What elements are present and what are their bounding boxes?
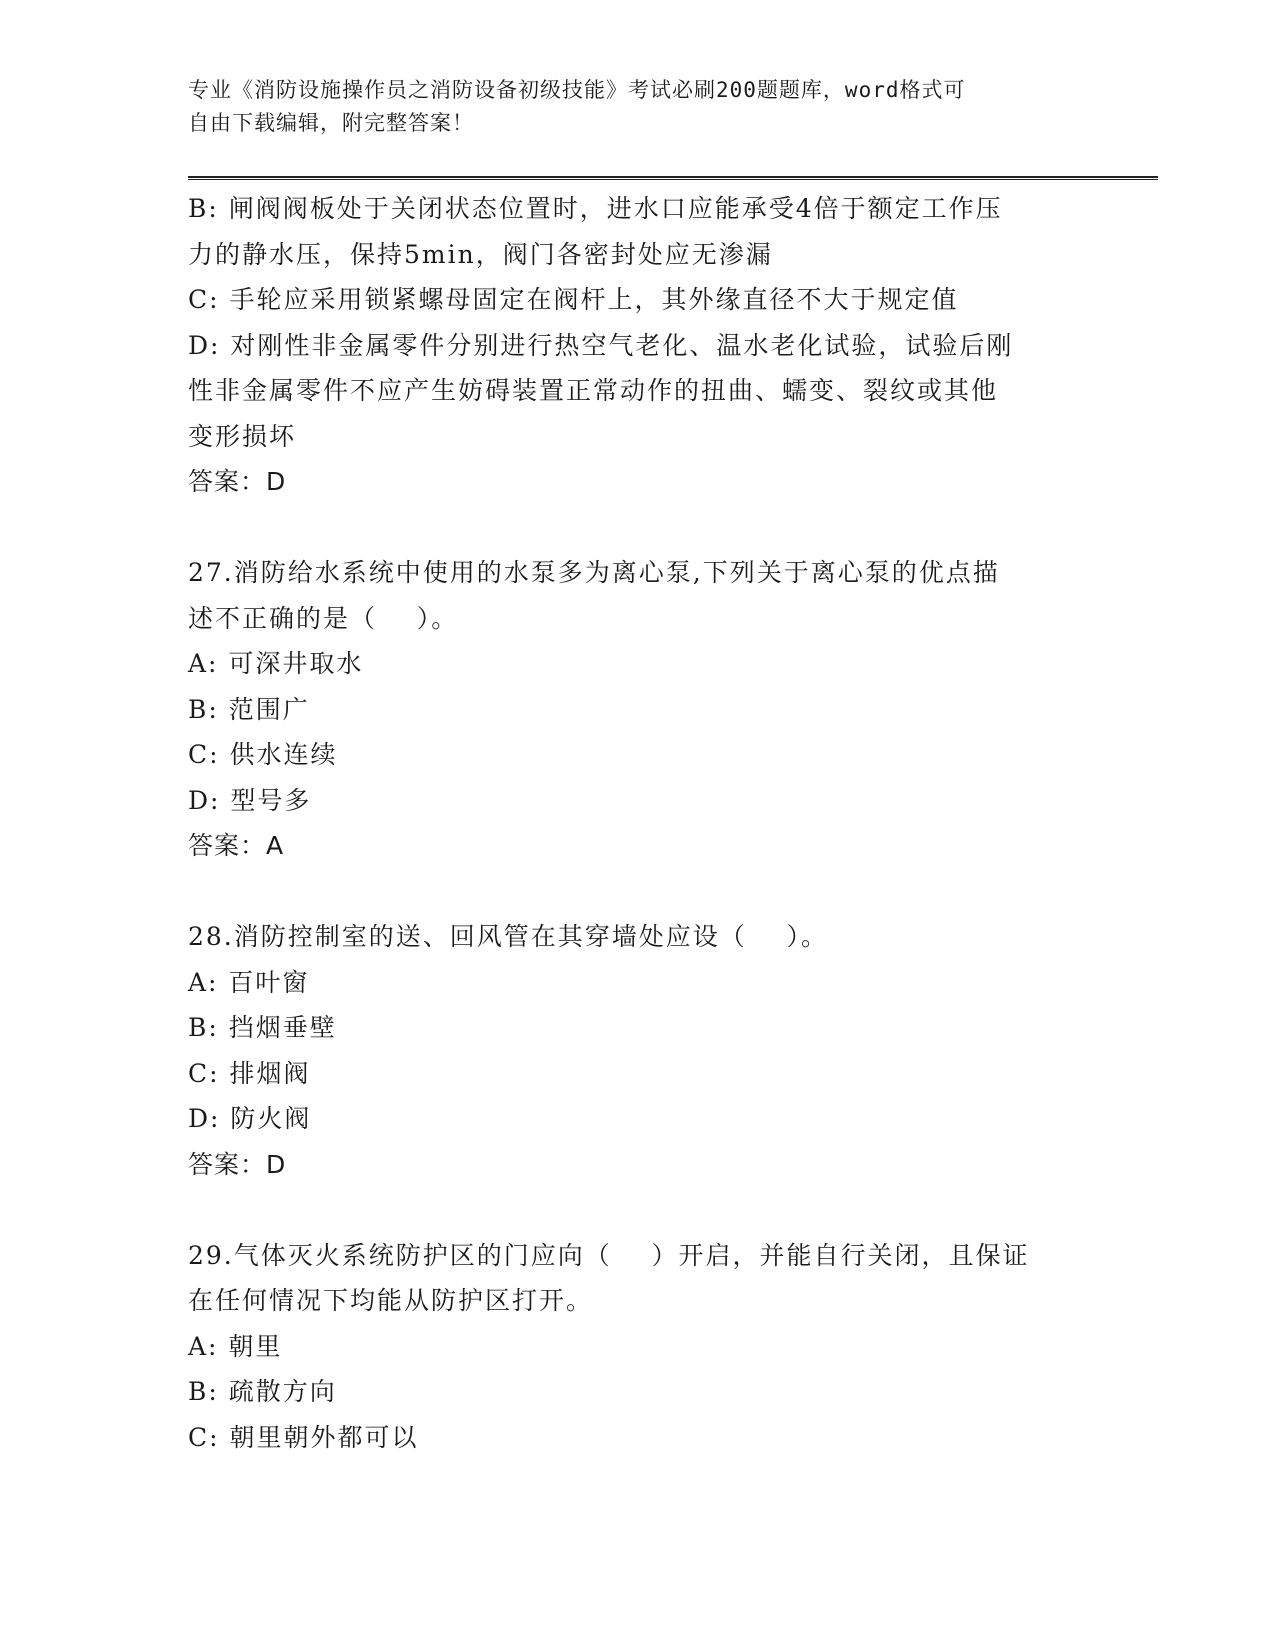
- question-stem-line-1: 29.气体灭火系统防护区的门应向（ ）开启，并能自行关闭，且保证: [188, 1240, 1030, 1270]
- option-d-line-3: 变形损坏: [188, 421, 297, 451]
- option-c: C: 供水连续: [188, 740, 338, 769]
- option-b-line-1: B: 闸阀阀板处于关闭状态位置时，进水口应能承受4倍于额定工作压: [188, 194, 1003, 223]
- option-b: B: 范围广: [188, 694, 310, 724]
- option-b: B: 挡烟垂壁: [188, 1013, 337, 1042]
- answer: 答案：A: [188, 831, 285, 860]
- question-28: [188, 914, 1088, 1187]
- option-b: B: 疏散方向: [188, 1377, 337, 1406]
- header-line-2: 自由下载编辑，附完整答案！: [188, 111, 474, 135]
- header-line-1: 专业《消防设施操作员之消防设备初级技能》考试必刷200题题库，word格式可: [188, 78, 966, 102]
- question-27: [188, 550, 1088, 869]
- option-c: C: 朝里朝外都可以: [188, 1422, 419, 1452]
- question-stem-line-1: 27.消防给水系统中使用的水泵多为离心泵,下列关于离心泵的优点描: [188, 558, 1000, 587]
- question-stem-line-2: 述不正确的是（ ）。: [188, 603, 459, 633]
- option-a: A: 可深井取水: [188, 649, 364, 678]
- option-d: D: 防火阀: [188, 1104, 312, 1133]
- header-divider: [188, 176, 1158, 180]
- option-d-line-2: 性非金属零件不应产生妨碍装置正常动作的扭曲、蠕变、裂纹或其他: [188, 376, 999, 405]
- question-26-tail: [188, 186, 1088, 505]
- option-d: D: 型号多: [188, 785, 312, 815]
- document-body: [188, 186, 1088, 1460]
- answer: 答案：D: [188, 467, 287, 496]
- option-d-line-1: D: 对刚性非金属零件分别进行热空气老化、温水老化试验，试验后刚: [188, 330, 1014, 360]
- option-c: C: 排烟阀: [188, 1058, 311, 1088]
- spacer: [188, 1187, 1088, 1233]
- question-29: [188, 1233, 1088, 1461]
- answer: 答案：D: [188, 1149, 287, 1179]
- option-a: A: 朝里: [188, 1331, 283, 1361]
- document-header: [188, 74, 1068, 140]
- question-stem-line-2: 在任何情况下均能从防护区打开。: [188, 1286, 594, 1315]
- spacer: [188, 505, 1088, 551]
- question-stem: 28.消防控制室的送、回风管在其穿墙处应设（ ）。: [188, 922, 829, 951]
- option-c: C: 手轮应采用锁紧螺母固定在阀杆上，其外缘直径不大于规定值: [188, 285, 959, 314]
- option-b-line-2: 力的静水压，保持5min，阀门各密封处应无渗漏: [188, 239, 773, 269]
- spacer: [188, 869, 1088, 915]
- option-a: A: 百叶窗: [188, 967, 310, 997]
